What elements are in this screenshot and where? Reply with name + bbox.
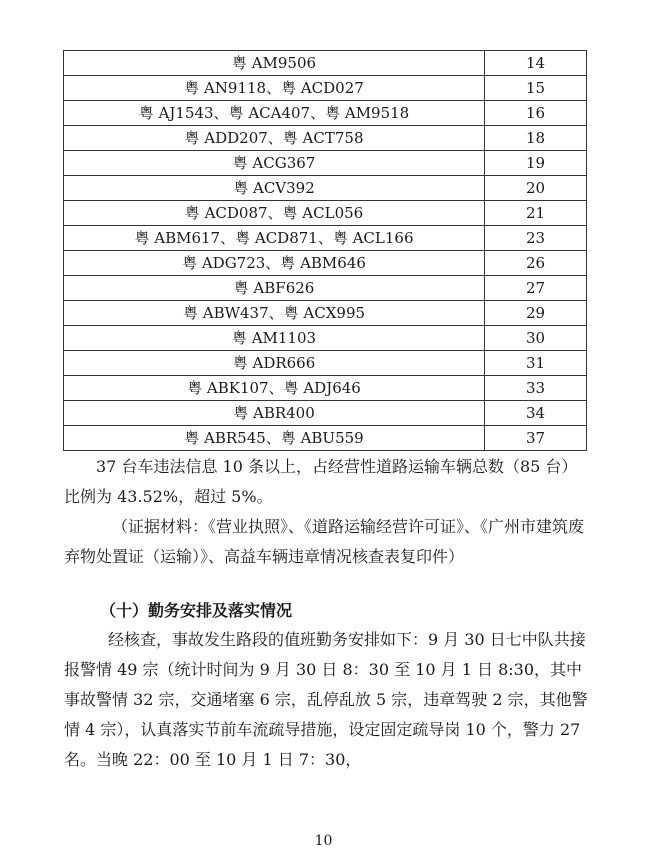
plate-numbers-cell: 粤 ACV392 bbox=[64, 176, 485, 201]
plate-numbers-cell: 粤 ADG723、粤 ABM646 bbox=[64, 251, 485, 276]
table-row bbox=[64, 201, 587, 226]
violation-count-cell: 16 bbox=[485, 101, 587, 126]
table-row bbox=[64, 176, 587, 201]
table-row bbox=[64, 276, 587, 301]
plate-numbers-cell: 粤 AN9118、粤 ACD027 bbox=[64, 76, 485, 101]
page-number: 10 bbox=[314, 833, 333, 849]
table-row bbox=[64, 126, 587, 151]
violation-table-body bbox=[64, 51, 587, 451]
violation-count-cell: 15 bbox=[485, 76, 587, 101]
plate-numbers-cell: 粤 ACD087、粤 ACL056 bbox=[64, 201, 485, 226]
plate-numbers-cell: 粤 AJ1543、粤 ACA407、粤 AM9518 bbox=[64, 101, 485, 126]
paragraph-violation-summary: 37 台车违法信息 10 条以上，占经营性道路运输车辆总数（85 台）比例为 43.52%，超过 5%。 bbox=[64, 457, 578, 506]
table-row bbox=[64, 251, 587, 276]
table-row bbox=[64, 351, 587, 376]
plate-numbers-cell: 粤 ABR400 bbox=[64, 401, 485, 426]
plate-numbers-cell: 粤 ACG367 bbox=[64, 151, 485, 176]
plate-numbers-cell: 粤 ADR666 bbox=[64, 351, 485, 376]
plate-numbers-cell: 粤 ABR545、粤 ABU559 bbox=[64, 426, 485, 451]
violation-count-cell: 30 bbox=[485, 326, 587, 351]
paragraph-evidence: （证据材料：《营业执照》、《道路运输经营许可证》、《广州市建筑废弃物处置证（运输）》、高益车辆违章情况核查表复印件） bbox=[64, 517, 585, 566]
plate-numbers-cell: 粤 ABK107、粤 ADJ646 bbox=[64, 376, 485, 401]
violation-count-cell: 20 bbox=[485, 176, 587, 201]
plate-numbers-cell: 粤 AM1103 bbox=[64, 326, 485, 351]
violation-count-cell: 37 bbox=[485, 426, 587, 451]
plate-numbers-cell: 粤 ABW437、粤 ACX995 bbox=[64, 301, 485, 326]
table-row bbox=[64, 401, 587, 426]
violation-count-cell: 33 bbox=[485, 376, 587, 401]
plate-numbers-cell: 粤 AM9506 bbox=[64, 51, 485, 76]
table-row bbox=[64, 426, 587, 451]
table-row bbox=[64, 301, 587, 326]
violation-count-cell: 21 bbox=[485, 201, 587, 226]
plate-numbers-cell: 粤 ABF626 bbox=[64, 276, 485, 301]
table-row bbox=[64, 326, 587, 351]
violation-count-cell: 23 bbox=[485, 226, 587, 251]
violation-count-cell: 26 bbox=[485, 251, 587, 276]
plate-numbers-cell: 粤 ADD207、粤 ACT758 bbox=[64, 126, 485, 151]
violation-count-cell: 34 bbox=[485, 401, 587, 426]
section-heading: （十）勤务安排及落实情况 bbox=[100, 601, 293, 620]
table-row bbox=[64, 76, 587, 101]
table-row bbox=[64, 51, 587, 76]
violation-count-cell: 29 bbox=[485, 301, 587, 326]
violation-count-cell: 14 bbox=[485, 51, 587, 76]
violation-count-cell: 18 bbox=[485, 126, 587, 151]
violation-count-cell: 27 bbox=[485, 276, 587, 301]
violation-count-cell: 19 bbox=[485, 151, 587, 176]
paragraph-duty-arrangement: 经核查，事故发生路段的值班勤务安排如下：9 月 30 日七中队共接报警情 49 宗（统计时间为 9 月 30 日 8：30 至 10 月 1 日 8:30，其中事故警情 32 宗，交通堵塞 6 宗，乱停乱放 5 宗，违章驾驶 2 宗，其他警情 4 宗），认真落实节前车流疏导措施，设定固定疏导岗 10 个，警力 27 名。当晚 22：00 至 10 月 1 日 7：30， bbox=[64, 630, 588, 769]
table-row bbox=[64, 376, 587, 401]
table-row bbox=[64, 101, 587, 126]
table-row bbox=[64, 151, 587, 176]
violation-table bbox=[63, 50, 587, 451]
violation-count-cell: 31 bbox=[485, 351, 587, 376]
table-row bbox=[64, 226, 587, 251]
plate-numbers-cell: 粤 ABM617、粤 ACD871、粤 ACL166 bbox=[64, 226, 485, 251]
